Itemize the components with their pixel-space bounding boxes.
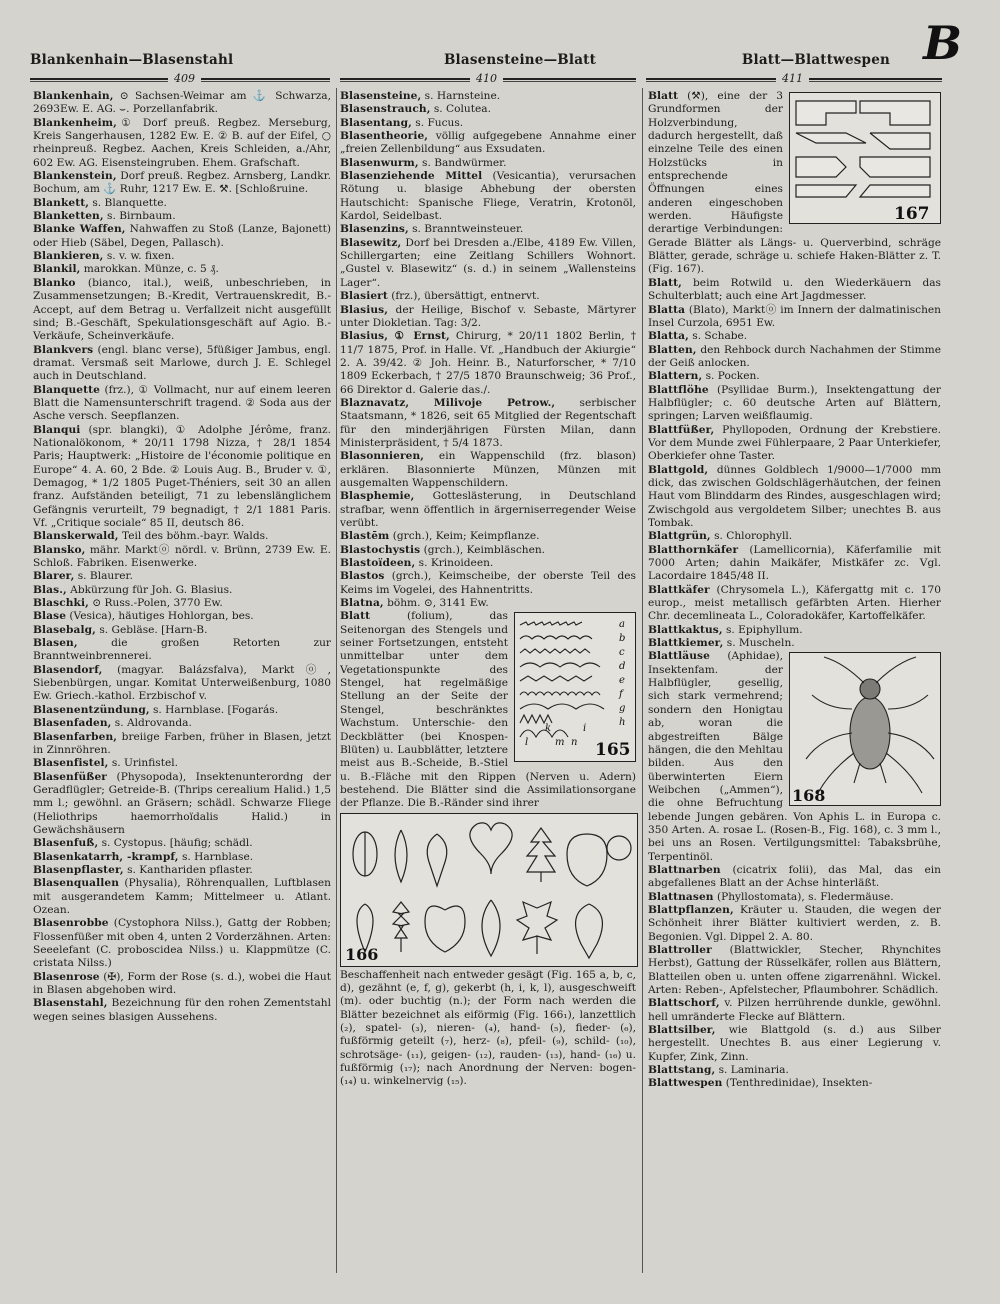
entry-text: Kräuter u. Stauden, die wegen der Schönheit ihrer Blätter kultiviert werden, z. B. Begonien. Vgl. Dippel 2. A. 80. bbox=[648, 903, 941, 943]
entry-headword: Blasenpflaster, bbox=[33, 863, 124, 876]
entry-headword: Blasius, ① Ernst, bbox=[340, 330, 450, 343]
entry-headword: Blattpflanzen, bbox=[648, 903, 734, 916]
entry-text: s. Cystopus. [häufig; schädl. bbox=[98, 837, 253, 850]
dictionary-entry bbox=[648, 277, 941, 304]
entry-text: s. Blaurer. bbox=[74, 570, 133, 583]
dictionary-entry bbox=[648, 904, 941, 944]
entry-headword: Blattfüßer, bbox=[648, 423, 715, 436]
dictionary-entry bbox=[648, 1064, 941, 1077]
entry-headword: Blattnarben bbox=[648, 863, 721, 876]
entry-headword: Blattkiemer, bbox=[648, 637, 724, 650]
entry-text: Dorf bei Dresden a./Elbe, 4189 Ew. Villen, Schillergarten; eine Zeitlang Schillers Wohnort. „Gustel v. Blasewitz“ (s. d.) in seinem „Wallensteins Lager“. bbox=[340, 236, 636, 289]
entry-text: (Psyllidae Burm.), Insektengattung der Halbflügler; c. 60 deutsche Arten auf Blättern, springen; Larven weißflaumig. bbox=[648, 383, 941, 423]
entry-text: (frz.), ① Vollmacht, nur auf einem leeren Blatt die Namensunterschrift tragend. ② Soda aus der Asche versch. Seepflanzen. bbox=[33, 383, 331, 423]
dictionary-entry bbox=[648, 384, 941, 424]
entry-headword: Blastochystis bbox=[340, 543, 421, 556]
column-2-entries bbox=[340, 90, 636, 610]
entry-headword: Blankenheim, bbox=[33, 116, 117, 129]
entry-text: v. Pilzen herrührende dunkle, gewöhnl. hell umränderte Flecke auf Blättern. bbox=[648, 997, 941, 1023]
entry-text: s. Aldrovanda. bbox=[111, 717, 192, 730]
dictionary-entry bbox=[33, 263, 331, 276]
dictionary-entry bbox=[33, 731, 331, 758]
fig-168-aphid bbox=[789, 652, 941, 806]
entry-headword: Blasenzins, bbox=[340, 223, 409, 236]
fig-165-letter-i: i bbox=[583, 723, 587, 735]
column-1 bbox=[33, 90, 331, 1024]
entry-headword: Blankett, bbox=[33, 196, 89, 209]
page-number-right: 411 bbox=[776, 72, 809, 85]
entry-text: s. Urinfistel. bbox=[108, 757, 178, 770]
entry-text: (Physalia), Röhrenquallen, Luftblasen mit ausgerandetem Kamm; Mittelmeer u. Atlant. Ozean. bbox=[33, 877, 331, 916]
entry-headword: Blattwespen bbox=[648, 1077, 723, 1090]
entry-text: (Aphidae), Insektenfam. der Halbflügler, gesellig, sich stark vermehrend; sondern den Honigtau ab, woran die abgestreiften Bälge hängen, die den Mehltau bilden. Aus den überwinterten Eiern Weibchen („Ammen“), die bbox=[648, 650, 783, 810]
entry-headword: Blasendorf, bbox=[33, 663, 103, 676]
entry-headword: Blatt bbox=[648, 90, 679, 102]
dictionary-entry bbox=[33, 210, 331, 223]
dictionary-entry bbox=[33, 664, 331, 704]
entry-text: dünnes Goldblech 1/9000—1/7000 mm dick, das zwischen Goldschlägerhäutchen, der feinen Haut vom Blinddarm des Rindes, ausgeschlagen wird; Zwischgold aus vergoldetem Silber; unechtes B. aus Tombak. bbox=[648, 463, 941, 529]
entry-headword: Blasenrobbe bbox=[33, 917, 109, 930]
dictionary-entry bbox=[33, 610, 331, 623]
dictionary-entry bbox=[340, 330, 636, 397]
entry-text: Phyllopoden, Ordnung der Krebstiere. Vor dem Munde zwei Fühlerpaare, 2 Paar Unterkiefer, Oberkiefer ohne Taster. bbox=[648, 423, 941, 463]
entry-headword: Blastos bbox=[340, 570, 385, 583]
entry-text: s. Laminaria. bbox=[715, 1064, 789, 1077]
header-right: Blatt—Blattwespen bbox=[741, 52, 890, 68]
dictionary-entry bbox=[648, 1024, 941, 1064]
entry-text: (Chrysomela L.), Käfergattg mit c. 170 europ., meist metallisch gefärbten Arten. Hierher Chr. decemlineata L., Coloradokäfer, Kartoffelkäfer. bbox=[648, 583, 941, 623]
entry-headword: Blattkäfer bbox=[648, 583, 710, 596]
dictionary-entry bbox=[33, 570, 331, 583]
column-divider-2 bbox=[642, 88, 643, 1273]
dictionary-entry bbox=[648, 864, 941, 891]
dictionary-entry bbox=[33, 877, 331, 917]
dictionary-entry bbox=[33, 344, 331, 384]
entry-text: s. Epiphyllum. bbox=[722, 623, 803, 636]
dictionary-entry bbox=[340, 157, 636, 170]
dictionary-entry bbox=[648, 464, 941, 531]
entry-headword: Blanqui bbox=[33, 423, 81, 436]
entry-headword: Blasentheorie, bbox=[340, 130, 429, 143]
entry-text: (bianco, ital.), weiß, unbeschrieben, in Zusammensetzungen; B.-Kredit, Vertrauenskredit, B.-Accept, auf dem Betrag u. Verfallzeit nicht ausgefüllt sind; B.-Geschäft, Spekulationsgeschäft auf Agio. B.-Verkäufe, Scheinverkäufe. bbox=[33, 276, 331, 343]
dictionary-entry bbox=[340, 490, 636, 530]
dictionary-entry bbox=[33, 90, 331, 117]
entry-text: (Blato), Marktⓞ im Innern der dalmatinischen Insel Curzola, 6951 Ew. bbox=[648, 303, 941, 329]
header-middle: Blasensteine—Blatt bbox=[443, 52, 597, 68]
entry-blattlaeuse bbox=[648, 650, 941, 864]
entry-text: Teil des böhm.-bayr. Walds. bbox=[118, 530, 269, 543]
header-left: Blankenhain—Blasenstahl bbox=[30, 52, 234, 68]
dictionary-entry bbox=[340, 237, 636, 290]
fig-165-letter-g: g bbox=[619, 703, 626, 715]
entry-headword: Blatta bbox=[648, 303, 686, 316]
entry-headword: Blatta, bbox=[648, 330, 689, 343]
entry-headword: Blasenziehende Mittel bbox=[340, 170, 483, 183]
fig-168-number: 168 bbox=[792, 786, 826, 806]
entry-text: (✠), Form der Rose (s. d.), wobei die Haut in Blasen abgehoben wird. bbox=[33, 970, 331, 997]
entry-headword: Blatna, bbox=[340, 597, 384, 610]
entry-headword: Blasiert bbox=[340, 290, 388, 303]
entry-text: (grch.), Keimbläschen. bbox=[420, 543, 546, 556]
entry-text: ⊙ Russ.-Polen, 3770 Ew. bbox=[88, 597, 223, 610]
entry-text: (Physopoda), Insektenunterordng der Geradflügler; Getreide-B. (Thrips cerealium Halid.) 1,5 mm l.; gewöhnl. an Gräsern; schädl. Schwarze Fliege (Heliothrips haemorrhoïdalis Halid.) in Gewächshäusern bbox=[33, 770, 331, 836]
dictionary-entry bbox=[648, 944, 941, 997]
entry-text: Chirurg, * 20/11 1802 Berlin, † 11/7 1875, Prof. in Halle. Vf. „Handbuch der Akiurgie“ 2. A. 39/42. ② Joh. Heinr. B., Naturforscher, * 7/10 1809 Eckerbach, † 27/5 1870 Braunschweig; 36 Prof., 66 Direktor d. Galerie das./. bbox=[340, 330, 636, 396]
dictionary-entry bbox=[340, 397, 636, 450]
entry-headword: Blasenrose bbox=[33, 970, 100, 983]
entry-headword: Blanke Waffen, bbox=[33, 223, 126, 236]
entry-headword: Blasius, bbox=[340, 303, 388, 316]
entry-headword: Blansko, bbox=[33, 543, 86, 556]
entry-headword: Blattschorf, bbox=[648, 997, 720, 1010]
dictionary-entry bbox=[33, 117, 331, 170]
entry-text: s. Colutea. bbox=[430, 103, 491, 116]
dictionary-entry bbox=[33, 544, 331, 571]
fig-165-letter-f: f bbox=[619, 689, 623, 701]
entry-blatt-botany bbox=[340, 610, 636, 810]
dictionary-entry bbox=[340, 223, 636, 236]
entry-headword: Blankenhain, bbox=[33, 90, 114, 102]
dictionary-entry bbox=[33, 170, 331, 197]
fig-165-number: 165 bbox=[595, 740, 631, 761]
entry-text: Abkürzung für Joh. G. Blasius. bbox=[66, 583, 233, 596]
dictionary-entry bbox=[648, 997, 941, 1024]
entry-text: Dorf preuß. Regbez. Arnsberg, Landkr. Bochum, am ⚓ Ruhr, 1217 Ew. E. ⚒. [Schloßruine. bbox=[33, 170, 331, 196]
dictionary-entry bbox=[340, 103, 636, 116]
entry-text: ⊙ Sachsen-Weimar am ⚓ Schwarza, 2693Ew. E. AG. ⌣. Porzellanfabrik. bbox=[33, 90, 331, 116]
entry-headword: Blatt, bbox=[648, 276, 682, 289]
entry-text: ohne Befruchtung lebende Jungen gebären. Von Aphis L. in Europa c. 350 Arten. A. rosae L. (Rosen-B., Fig. 168), c. 3 mm l., bei uns an Rosen. Vertilgungsmittel: Tabaksbrühe, Terpentinöl. bbox=[648, 797, 941, 863]
entry-text: den Deckblätter (bei Knospen-Blüten) u. Laubblätter, letztere meist aus B.-Scheide, B.-Stiel u. B.-Fläche mit den Rippen (Nerven u. Adern) bestehend. Die Blätter sind die Assimilationsorgane der Pflanze. Die B.-Ränder sind ihrer bbox=[340, 717, 636, 810]
entry-text: den Rehbock durch Nachahmen der Stimme der Geiß anlocken. bbox=[648, 343, 941, 369]
entry-headword: Blastēm bbox=[340, 530, 390, 543]
entry-text: s. Blanquette. bbox=[89, 196, 167, 209]
dictionary-entry bbox=[33, 223, 331, 250]
entry-text: (cicatrix folii), das Mal, das ein abgefallenes Blatt an der Achse hinterläßt. bbox=[648, 863, 941, 890]
entry-headword: Blasenfaden, bbox=[33, 717, 112, 730]
entry-text: (Phyllostomata), s. Fledermäuse. bbox=[713, 890, 894, 903]
dictionary-entry bbox=[33, 277, 331, 344]
entry-headword: Blanskerwald, bbox=[33, 530, 119, 543]
entry-text: (folium), das Seitenorgan des Stengels und seiner Fortsetzungen, entsteht unmittelbar unter dem Vegetationspunkte des Stengel, hat regelmäßige Stellung an der Seite der Stengel, beschränktes Wachstum. Unterschie- bbox=[340, 610, 508, 730]
entry-headword: Blanko bbox=[33, 276, 76, 289]
entry-headword: Blasenfuß, bbox=[33, 837, 99, 850]
entry-text: s. Chlorophyll. bbox=[710, 530, 793, 543]
dictionary-entry bbox=[340, 170, 636, 223]
entry-text: marokkan. Münze, c. 5 ₰. bbox=[80, 263, 219, 276]
entry-headword: Blasenentzündung, bbox=[33, 703, 150, 716]
entry-headword: Blas., bbox=[33, 583, 67, 596]
dictionary-entry bbox=[33, 637, 331, 664]
entry-headword: Blasenstahl, bbox=[33, 997, 108, 1010]
dictionary-entry bbox=[340, 450, 636, 490]
fig-165-letter-a: a bbox=[619, 619, 625, 631]
dictionary-entry bbox=[33, 584, 331, 597]
entry-blatt-carpentry bbox=[648, 90, 941, 277]
entry-headword: Blasenkatarrh, -krampf, bbox=[33, 850, 179, 863]
entry-text: (magyar. Balázsfalva), Marktⓞ, Siebenbürgen, ungar. Komitat Unterweißenburg, 1080 Ew. Griech.-kathol. Erzbischof v. bbox=[33, 663, 331, 703]
dictionary-entry bbox=[340, 117, 636, 130]
fig-165-letter-e: e bbox=[619, 675, 625, 687]
entry-text: völlig aufgegebene Annahme einer „freien Zellenbildung“ aus Exsudaten. bbox=[340, 130, 636, 156]
entry-text: s. Schabe. bbox=[688, 330, 748, 343]
fig-165-letter-h: h bbox=[619, 717, 626, 729]
entry-headword: Blattkaktus, bbox=[648, 623, 723, 636]
page-section-letter: B bbox=[923, 16, 962, 70]
entry-text: wie Blattgold (s. d.) aus Silber hergestellt. Unechtes B. aus einer Legierung v. Kupfer, Zink, Zinn. bbox=[648, 1024, 941, 1063]
fig-165-leaf-margins bbox=[514, 612, 636, 762]
entry-headword: Blanketten, bbox=[33, 210, 104, 223]
column-3-entries bbox=[648, 277, 941, 651]
entry-text: s. Fucus. bbox=[411, 116, 464, 129]
entry-text: (grch.), Keimscheibe, der oberste Teil des Keims im Vogelei, des Hahnentritts. bbox=[340, 570, 636, 596]
entry-text: (spr. blangki), ① Adolphe Jérôme, franz. Nationalökonom, * 20/11 1798 Nizza, † 28/1 1854 Paris; Hauptwerk: „Histoire de l'économie politique en Europe“ 4. A. 60, 2 Bde. ② Louis Aug. B., Bruder v. ①, Demagog, * 1/2 1805 Puget-Théniers, seit 30 an allen franz. Aufständen beteiligt, 71 zu lebenslänglichem Gefängnis verurteilt, 79 begnadigt, † 2/1 1881 Paris. Vf. „Critique sociale“ 85 II, deutsch 86. bbox=[33, 423, 331, 529]
entry-text: die großen Retorten zur Branntweinbrennerei. bbox=[33, 637, 331, 663]
entry-headword: Blattstang, bbox=[648, 1064, 716, 1077]
dictionary-entry bbox=[340, 130, 636, 157]
entry-text: (Cystophora Nilss.), Gattg der Robben; Flossenfüßer mit oben 4, unten 2 Vorderzähnen. Arten: Seeelefant (C. proboscidea Nilss.) u. Klappmütze (C. cristata Nilss.) bbox=[33, 917, 331, 970]
entry-headword: Blankvers bbox=[33, 343, 94, 356]
entry-text: beim Rotwild u. den Wiederkäuern das Schulterblatt; auch eine Art Jagdmesser. bbox=[648, 276, 941, 303]
entry-text: s. Krinoideen. bbox=[415, 557, 494, 570]
dictionary-entry bbox=[33, 997, 331, 1024]
entry-headword: Blasonnieren, bbox=[340, 450, 425, 463]
dictionary-entry bbox=[648, 624, 941, 637]
entry-headword: Blasenfarben, bbox=[33, 730, 118, 743]
entry-headword: Blasen, bbox=[33, 637, 78, 650]
entry-text: breiige Farben, früher in Blasen, jetzt in Zinnröhren. bbox=[33, 730, 331, 756]
dictionary-entry bbox=[33, 597, 331, 610]
fig-166-leaf-shapes bbox=[340, 813, 638, 967]
dictionary-entry bbox=[33, 197, 331, 210]
dictionary-entry bbox=[33, 424, 331, 531]
entry-headword: Blasenquallen bbox=[33, 877, 120, 890]
entry-text: Bezeichnung für den rohen Zementstahl wegen seines blasigen Aussehens. bbox=[33, 997, 331, 1023]
entry-text: Längs- u. Querverbind, schräge Blätter, gerade, schräge u. schiefe Haken-Blätter z. T. (Fig. 167). bbox=[648, 236, 941, 276]
dictionary-entry bbox=[33, 384, 331, 424]
entry-headword: Blatthornkäfer bbox=[648, 543, 739, 556]
entry-headword: Blattroller bbox=[648, 944, 712, 956]
fig-165-letter-l: l bbox=[525, 737, 529, 749]
page-number-left: 409 bbox=[168, 72, 201, 85]
entry-text: (grch.), Keim; Keimpflanze. bbox=[389, 530, 540, 543]
entry-headword: Blasenstrauch, bbox=[340, 103, 431, 116]
dictionary-entry bbox=[340, 557, 636, 570]
dictionary-entry bbox=[648, 344, 941, 371]
dictionary-entry bbox=[33, 837, 331, 850]
column-2 bbox=[340, 90, 636, 1089]
dictionary-entry bbox=[340, 597, 636, 610]
entry-headword: Blattläuse bbox=[648, 650, 710, 663]
entry-headword: Blasenfistel, bbox=[33, 757, 109, 770]
dictionary-entry bbox=[33, 717, 331, 730]
entry-headword: Blattgold, bbox=[648, 463, 709, 476]
dictionary-entry bbox=[33, 771, 331, 838]
entry-headword: Blattnasen bbox=[648, 890, 714, 903]
fig-165-letter-k: k bbox=[545, 723, 552, 735]
entry-text: (Tenthredinidae), Insekten- bbox=[722, 1077, 873, 1090]
fig-165-letter-m: m bbox=[555, 737, 565, 749]
entry-headword: Blastoïdeen, bbox=[340, 557, 416, 570]
entry-text: s. Birnbaum. bbox=[103, 210, 176, 223]
fig-165-letter-n: n bbox=[571, 737, 578, 749]
entry-text: Gotteslästerung, in Deutschland strafbar, wenn öffentlich in ärgerniserregender Weise verübt. bbox=[340, 490, 636, 529]
entry-headword: Blasebalg, bbox=[33, 623, 96, 636]
dictionary-entry bbox=[340, 544, 636, 557]
entry-headword: Blanquette bbox=[33, 383, 100, 396]
entry-text: serbischer Staatsmann, * 1826, seit 65 Mitglied der Regentschaft für den minderjährigen Fürsten Milan, dann Ministerpräsident, † 5/4 1873. bbox=[340, 396, 636, 449]
fig-166-number: 166 bbox=[345, 944, 379, 964]
entry-headword: Blase bbox=[33, 610, 67, 623]
column-3-bottom-entries bbox=[648, 864, 941, 1091]
column-divider-1 bbox=[336, 88, 337, 1273]
entry-headword: Blasenfüßer bbox=[33, 770, 107, 783]
entry-text: s. Branntweinsteuer. bbox=[408, 223, 524, 236]
fig-165-letter-c: c bbox=[619, 647, 625, 659]
entry-headword: Blaschki, bbox=[33, 597, 89, 610]
entry-text: der Heilige, Bischof v. Sebaste, Märtyrer unter Diokletian. Tag: 3/2. bbox=[340, 303, 636, 329]
entry-headword: Blattsilber, bbox=[648, 1024, 716, 1037]
entry-text: s. Gebläse. [Harn-B. bbox=[95, 623, 208, 636]
entry-headword: Blasentang, bbox=[340, 116, 412, 129]
dictionary-entry bbox=[648, 1077, 941, 1090]
running-headers bbox=[30, 52, 890, 70]
entry-text: ① Dorf preuß. Regbez. Merseburg, Kreis Sangerhausen, 1282 Ew. E. ② B. auf der Eifel, ○ rheinpreuß. Regbez. Aachen, Kreis Schleiden, a./Ahr, 602 Ew. AG. Eisensteingruben. Ehem. Grafschaft. bbox=[33, 116, 331, 169]
entry-text: s. Pocken. bbox=[702, 370, 760, 383]
entry-text: (Vesica), häutiges Hohlorgan, bes. bbox=[66, 610, 254, 623]
dictionary-entry bbox=[648, 584, 941, 624]
entry-headword: Blattgrün, bbox=[648, 530, 711, 543]
dictionary-entry bbox=[33, 530, 331, 543]
dictionary-entry bbox=[340, 570, 636, 597]
entry-text: s. Harnblase. [Fogarás. bbox=[149, 703, 279, 716]
fig-165-letter-d: d bbox=[619, 661, 626, 673]
entry-headword: Blasphemie, bbox=[340, 490, 415, 503]
dictionary-entry bbox=[33, 864, 331, 877]
entry-text: s. Bandwürmer. bbox=[418, 156, 507, 169]
entry-text: böhm. ⊙, 3141 Ew. bbox=[383, 597, 489, 610]
fig-167-number: 167 bbox=[894, 204, 930, 224]
fig-165-letter-b: b bbox=[619, 633, 626, 645]
entry-text: (Lamellicornia), Käferfamilie mit 7000 Arten; dahin Maikäfer, Mistkäfer zc. Vgl. Lacordaire 1845/48 II. bbox=[648, 543, 941, 583]
dictionary-entry bbox=[648, 330, 941, 343]
dictionary-entry bbox=[33, 851, 331, 864]
entry-text: mähr. Marktⓞ nördl. v. Brünn, 2739 Ew. E. Schloß. Fabriken. Eisenwerke. bbox=[33, 543, 331, 570]
entry-headword: Blattern, bbox=[648, 370, 703, 383]
entry-headword: Blasenwurm, bbox=[340, 156, 419, 169]
column-3 bbox=[648, 90, 941, 1091]
dictionary-entry bbox=[340, 530, 636, 543]
entry-text: (⚒), eine der 3 Grundformen der Holzverbindung, dadurch hergestellt, daß einzelne Teile des einen Holzstücks in entsprechende Öffnungen eines anderen eingeschoben werden. Häufigste derartige Verbindungen: Gerade Blätter als bbox=[648, 90, 783, 249]
dictionary-entry bbox=[648, 637, 941, 650]
entry-headword: Blankieren, bbox=[33, 250, 104, 263]
fig-167-wood-joints bbox=[789, 92, 941, 224]
dictionary-entry bbox=[33, 757, 331, 770]
dictionary-entry bbox=[33, 250, 331, 263]
dictionary-entry bbox=[340, 90, 636, 103]
entry-headword: Blatt bbox=[340, 610, 371, 623]
entry-headword: Blaznavatz, Milivoje Petrow., bbox=[340, 396, 556, 409]
dictionary-entry bbox=[340, 304, 636, 331]
dictionary-entry bbox=[33, 704, 331, 717]
entry-headword: Blarer, bbox=[33, 570, 75, 583]
dictionary-entry bbox=[33, 917, 331, 970]
entry-text: s. v. w. fixen. bbox=[103, 250, 175, 263]
dictionary-entry bbox=[340, 290, 636, 303]
entry-text: (Blattwickler, Stecher, Rhynchites Herbst), Gattung der Rüsselkäfer, rollen aus Blättern, Blatteilen oben u. unten offene zigarrenähnl. Wickel. Arten: Reben-, Apfelstecher, Pflaumbohrer. Schädlich. bbox=[648, 944, 941, 997]
entry-headword: Blasewitz, bbox=[340, 236, 402, 249]
entry-text: (frz.), übersättigt, entnervt. bbox=[387, 290, 540, 303]
entry-headword: Blankenstein, bbox=[33, 170, 117, 183]
dictionary-entry bbox=[648, 424, 941, 464]
entry-text: ein Wappenschild (frz. blason) erklären. Blasonnierte Münzen, Münzen mit ausgemalten Wappenschildern. bbox=[340, 450, 636, 489]
dictionary-entry bbox=[33, 971, 331, 998]
dictionary-entry bbox=[648, 304, 941, 331]
entry-headword: Blatten, bbox=[648, 343, 697, 356]
dictionary-entry bbox=[648, 370, 941, 383]
dictionary-entry bbox=[648, 891, 941, 904]
entry-text: Nahwaffen zu Stoß (Lanze, Bajonett) oder Hieb (Säbel, Degen, Pallasch). bbox=[33, 223, 331, 249]
entry-text: s. Harnblase. bbox=[178, 850, 254, 863]
entry-blatt-botany-continued: Beschaffenheit nach entweder gesägt (Fig. 165 a, b, c, d), gezähnt (e, f, g), gekerbt (h, i, k, l), ausgeschweift (m). oder buchtig (n.); der Form nach werden die Blätter bezeichnet als eiförmig (Fig. 166₁), lanzettlich (₂), spatel- (₃), nieren- (₄), hand- (₅), fieder- (₆), fußförmig geteilt (₇), herz- (₈), pfeil- (₉), schild- (₁₀), schrotsäge- (₁₁), geigen- (₁₂), rauden- (₁₃), hand- (₁₆) u. fußförmig (₁₇); nach Anordnung der Nerven: bogen- (₁₄) u. winkelnervig (₁₅). bbox=[340, 968, 636, 1088]
entry-text: s. Harnsteine. bbox=[421, 90, 501, 102]
entry-headword: Blasensteine, bbox=[340, 90, 422, 102]
dictionary-entry bbox=[648, 530, 941, 543]
entry-text: (Vesicantia), verursachen Rötung u. blasige Abhebung der obersten Hautschicht: Spanische Fliege, Veratrin, Krotonöl, Kardol, Seidelbast. bbox=[340, 170, 636, 223]
entry-text: (engl. blanc verse), 5füßiger Jambus, engl. dramat. Versmaß seit Marlowe, durch J. E. Schlegel auch in Deutschland. bbox=[33, 343, 331, 383]
entry-text: s. Kanthariden pflaster. bbox=[123, 863, 253, 876]
page-number-middle: 410 bbox=[470, 72, 503, 85]
dictionary-entry bbox=[33, 624, 331, 637]
entry-headword: Blankil, bbox=[33, 263, 81, 276]
entry-text: s. Muscheln. bbox=[723, 637, 795, 650]
dictionary-entry bbox=[648, 544, 941, 584]
entry-headword: Blattflöhe bbox=[648, 383, 709, 396]
